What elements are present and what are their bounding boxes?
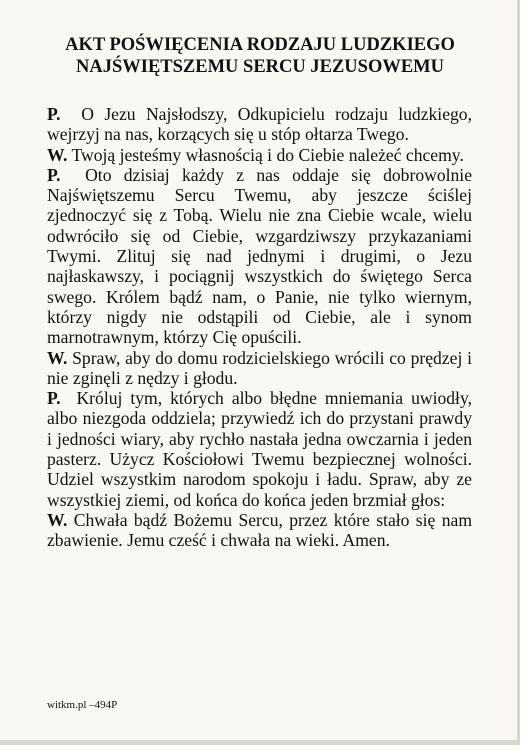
paragraph-text: Króluj tym, których albo błędne mniemania uwiodły, albo niezgoda oddziela; przywiedź ich do przystani prawdy i jedności wiary, aby rychło nastała jedna owczarnia i jeden pasterz. Użycz Kościołowi Twemu bezpiecznej wolności. Udziel wszystkim narodom spokoju i ładu. Spraw, aby ze wszystkiej ziemi, od końca do końca jeden brzmiał głos:	[47, 388, 472, 510]
publisher-code: witkm.pl –494P	[47, 699, 118, 711]
paragraph-text: Spraw, aby do domu rodzicielskiego wrócili co prędzej i nie zginęli z nędzy i głodu.	[47, 347, 472, 388]
response-paragraph	[47, 510, 472, 551]
response-paragraph	[47, 145, 472, 165]
response-paragraph	[47, 348, 472, 389]
prayer-paragraph	[47, 388, 472, 510]
speaker-label: P.	[47, 388, 61, 409]
prayer-paragraph	[47, 165, 472, 348]
paragraph-text: Oto dzisiaj każdy z nas oddaje się dobrowolnie Najświętszemu Sercu Twemu, aby jeszcze ściślej zjednoczyć się z Tobą. Wielu nie zna Ciebie wcale, wielu odwróciło się od Ciebie, wzgardziwszy przykazaniami Twymi. Zlituj się nad jednymi i drugimi, o Jezu najłaskawszy, i pociągnij wszystkich do świętego Serca swego. Królem bądź nam, o Panie, nie tylko wiernym, którzy nigdy nie odstąpili od Ciebie, ale i synom marnotrawnym, którzy Cię opuścili.	[47, 164, 473, 348]
title-line-1: AKT POŚWIĘCENIA RODZAJU LUDZKIEGO	[65, 35, 455, 55]
speaker-label: W.	[47, 144, 68, 165]
prayer-paragraph	[47, 104, 472, 145]
speaker-label: P.	[47, 164, 61, 185]
speaker-label: W.	[47, 347, 68, 368]
prayer-text	[47, 104, 472, 551]
title-line-2: NAJŚWIĘTSZEMU SERCU JEZUSOWEMU	[75, 57, 444, 77]
paragraph-text: Chwała bądź Bożemu Sercu, przez które stało się nam zbawienie. Jemu cześć i chwała na wieki. Amen.	[47, 509, 473, 551]
paragraph-text: Twoją jesteśmy własnością i do Ciebie należeć chcemy.	[71, 144, 464, 165]
speaker-label: W.	[47, 509, 68, 530]
speaker-label: P.	[47, 104, 61, 124]
paragraph-text: O Jezu Najsłodszy, Odkupicielu rodzaju ludzkiego, wejrzyj na nas, korzących się u stóp ołtarza Twego.	[47, 104, 473, 145]
prayer-title	[20, 34, 500, 78]
